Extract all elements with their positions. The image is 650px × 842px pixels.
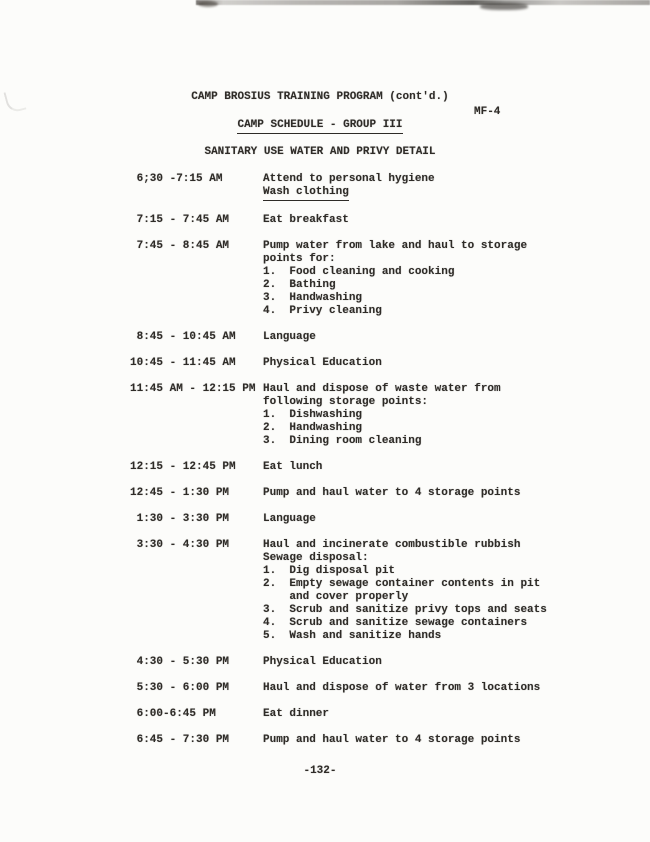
schedule-line: Eat lunch — [263, 461, 323, 473]
schedule-description — [263, 214, 610, 227]
schedule-time: 6;30 -7:15 AM — [130, 173, 223, 185]
schedule-row — [130, 656, 610, 669]
schedule-row — [130, 173, 610, 201]
schedule-row — [130, 240, 610, 318]
schedule-time: 7:45 - 8:45 AM — [130, 240, 230, 252]
schedule-line: points for: — [263, 253, 336, 265]
schedule-line: 1. Food cleaning and cooking — [263, 266, 455, 278]
schedule-line: Wash clothing — [263, 186, 610, 201]
schedule-line: 3. Handwashing — [263, 292, 363, 304]
schedule-description — [263, 331, 610, 344]
schedule-line: Physical Education — [263, 656, 382, 668]
schedule-row — [130, 383, 610, 448]
scan-artifact-blob-center — [480, 3, 528, 10]
schedule-line: 5. Wash and sanitize hands — [263, 630, 442, 642]
schedule-row — [130, 734, 610, 747]
schedule-line: 2. Bathing — [263, 279, 336, 291]
schedule-line: following storage points: — [263, 396, 429, 408]
schedule-description — [263, 513, 610, 526]
schedule-row — [130, 331, 610, 344]
schedule-row — [130, 214, 610, 227]
schedule-line: 1. Dishwashing — [263, 409, 363, 421]
schedule-description — [263, 539, 610, 643]
schedule-line: Physical Education — [263, 357, 382, 369]
schedule-line: Haul and dispose of water from 3 locations — [263, 682, 541, 694]
schedule-line: Pump water from lake and haul to storage — [263, 240, 528, 252]
schedule-time: 12:15 - 12:45 PM — [130, 461, 236, 473]
schedule-description — [263, 682, 610, 695]
schedule-line: 2. Handwashing — [263, 422, 363, 434]
schedule-description — [263, 734, 610, 747]
document-title: CAMP BROSIUS TRAINING PROGRAM (cont'd.) — [191, 91, 449, 103]
schedule-line: Haul and dispose of waste water from — [263, 383, 501, 395]
schedule-line: Language — [263, 331, 316, 343]
scan-artifact-top-band — [196, 0, 650, 5]
schedule-line: 2. Empty sewage container contents in pit — [263, 578, 541, 590]
schedule-line: 3. Dining room cleaning — [263, 435, 422, 447]
schedule-time: 7:15 - 7:45 AM — [130, 214, 230, 226]
schedule-row — [130, 487, 610, 500]
schedule-time: 12:45 - 1:30 PM — [130, 487, 230, 499]
page-number: -132- — [303, 765, 337, 777]
schedule-description — [263, 461, 610, 474]
schedule-description — [263, 383, 610, 448]
document-subtitle-row — [0, 119, 640, 134]
corner-label: MF-4 — [474, 106, 501, 118]
schedule-row — [130, 461, 610, 474]
schedule-description — [263, 708, 610, 721]
schedule-description — [263, 173, 610, 201]
schedule-line: 4. Scrub and sanitize sewage containers — [263, 617, 528, 629]
schedule-time: 1:30 - 3:30 PM — [130, 513, 230, 525]
document-subtitle: CAMP SCHEDULE - GROUP III — [237, 119, 402, 134]
schedule-description — [263, 240, 610, 318]
schedule-description — [263, 487, 610, 500]
schedule-line: Haul and incinerate combustible rubbish — [263, 539, 521, 551]
schedule-line: Pump and haul water to 4 storage points — [263, 487, 521, 499]
schedule-time: 10:45 - 11:45 AM — [130, 357, 236, 369]
schedule-line: Attend to personal hygiene — [263, 173, 435, 185]
schedule-line: Language — [263, 513, 316, 525]
schedule-time: 6:00-6:45 PM — [130, 708, 216, 720]
scan-artifact-blob-left — [198, 1, 218, 7]
schedule-time: 11:45 AM - 12:15 PM — [130, 383, 256, 395]
schedule-row — [130, 708, 610, 721]
schedule-line: 1. Dig disposal pit — [263, 565, 396, 577]
schedule-row — [130, 357, 610, 370]
schedule-time: 3:30 - 4:30 PM — [130, 539, 230, 551]
schedule-line: and cover properly — [263, 591, 409, 603]
schedule-line: Pump and haul water to 4 storage points — [263, 734, 521, 746]
schedule-line: Eat dinner — [263, 708, 330, 720]
section-title: SANITARY USE WATER AND PRIVY DETAIL — [204, 146, 436, 158]
schedule-line: Eat breakfast — [263, 214, 349, 226]
schedule-line: 4. Privy cleaning — [263, 305, 382, 317]
schedule-time: 6:45 - 7:30 PM — [130, 734, 230, 746]
schedule-row — [130, 513, 610, 526]
schedule-time: 5:30 - 6:00 PM — [130, 682, 230, 694]
schedule-line: 3. Scrub and sanitize privy tops and seats — [263, 604, 547, 616]
schedule-line: Sewage disposal: — [263, 552, 369, 564]
schedule-row — [130, 539, 610, 643]
schedule-description — [263, 656, 610, 669]
schedule-description — [263, 357, 610, 370]
schedule-row — [130, 682, 610, 695]
schedule-time: 8:45 - 10:45 AM — [130, 331, 236, 343]
schedule-list — [130, 173, 610, 760]
schedule-time: 4:30 - 5:30 PM — [130, 656, 230, 668]
